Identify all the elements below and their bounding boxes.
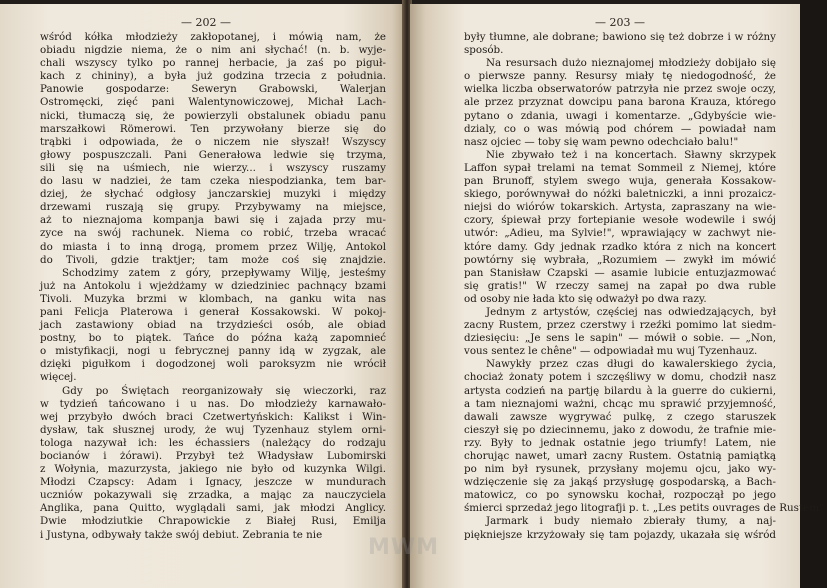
text-line: już na Antokolu i wjeżdżamy w dziedziniec pachnący bzami [40,279,386,292]
right-page [410,4,827,588]
text-line: Schodzimy zatem z góry, przepływamy Wilję, jesteśmy [62,266,386,279]
page-number-right: — 203 — [595,16,645,29]
text-line: ale przez przyznat dowcipu pana barona Krauza, którego [464,96,776,109]
text-line: wdzięczenie się za jakąś przysługę gospodarską, a Bach- [464,476,776,489]
text-line: zacny Rustem, przez czerstwy i rzeźki pomimo lat siedm- [464,319,776,332]
text-line: pan Brunoff, stylem swego wuja, generała Kossakow- [464,175,776,188]
text-line: więcej. [40,371,77,384]
text-line: wielka liczba obserwatorów patrzyła nie przez swoje oczy, [464,83,776,96]
left-page [0,4,404,588]
text-line: wśród kółka młodzieży zakłopotanej, i mówią nam, że [40,31,386,43]
text-line: pan Stanisław Czapski — asamie lubicie entuzjazmować [464,266,776,279]
text-line: dzialy, co o was mówią pod chórem — powiadał nam [464,122,776,135]
watermark: MWM [368,535,440,560]
text-line: od osoby nie łada kto się odważył po dwa razy. [464,292,707,305]
text-line: w tydzień tańcowano i u nas. Do młodzieży karnawało- [40,397,386,410]
text-line: do Tivoli, gdzie traktjer; tam może coś się znajdzie. [40,253,386,266]
text-line: Panowie gospodarze: Seweryn Grabowski, Walerjan [40,83,386,96]
text-line: vous sentez le chêne" — odpowiadał mu wuj Tyzenhauz. [464,345,758,358]
text-line: zyce na swój rachunek. Niema co robić, trzeba wracać [40,227,386,240]
text-line: o mistyfikacji, nogi u febrycznej panny idą w zygzak, ale [40,345,386,358]
text-line: były tłumne, ale dobrane; bawiono się też dobrze i w różny [464,31,776,43]
text-line: które damy. Gdy jednak rzadko która z nich na koncert [464,240,776,253]
text-line: Jednym z artystów, częściej nas odwiedzających, był [486,305,776,318]
text-line: z Wołynia, mazurzysta, jakiego nie było od kuzynka Wilgi. [40,463,386,476]
text-line: Anglika, pana Quitto, wyglądali sami, jak młodzi Anglicy. [40,502,386,515]
text-line: o pierwsze panny. Resursy miały tę niedogodność, że [464,70,776,83]
text-line: uczniów pokazywali się zrzadka, a mając za nauczyciela [40,489,386,502]
text-line: dziesięciu: „Je sens le sapin" — mówił o sobie. — „Non, [464,332,776,345]
text-line: piękniejsze krzyżowały się tam pojazdy, ukazała się wśród [464,528,776,541]
text-line: do lasu w nadziei, że tam czeka niespodzianka, tem bar- [40,175,386,188]
text-line: marszałkowi Römerowi. Ten przywołany bierze się do [40,122,386,135]
text-line: dawali zawsze wygrywać pulkę, z czego staruszek [464,410,776,423]
text-line: tologa nazywał ich: les échassiers (należący do rodzaju [40,436,386,449]
text-line: artysta codzień na partję bilardu à la guerre do cukierni, [464,384,776,397]
text-line: matowicz, co po synowsku kochał, rozpoczął po jego [464,489,776,502]
page-number-left: — 202 — [181,16,231,29]
text-line: pani Felicja Platerowa i generał Kossakowski. W pokoj- [40,305,386,318]
text-line: chociaż żonaty potem i szczęśliwy w domu, chodził nasz [464,371,776,384]
text-line: trąbki i odpowiada, że o niczem nie słyszał! Wszyscy [40,135,386,148]
text-line: wej przybyło dwóch braci Czetwertyńskich: Kalikst i Win- [40,410,386,423]
text-line: kach z chininy), a była już godzina trzecia z południa. [40,70,386,83]
text-line: sposób. [464,44,504,57]
text-line: Dwie młodziutkie Chrapowickie z Białej Rusi, Emilja [40,515,386,528]
text-line: Ostromęcki, zięć pani Walentynowiczowej, Michał Lach- [40,96,386,109]
text-line: Laffon sypał trelami na temat Sommeil z Niemej, które [464,161,776,174]
text-line: i Justyna, odbywały także swój debiut. Zebrania te nie [40,528,323,541]
text-line: dzięki pigułkom i dogodzonej woli paroksyzm nie wrócił [40,358,386,371]
text-line: nasz ojciec — toby się wam pewno odechciało balu!" [464,135,739,148]
text-line: Jarmark i budy niemało zbierały tłumy, a naj- [486,515,776,528]
text-line: powtórny się wybrała, „Rozumiem — zwykł im mówić [464,253,776,266]
text-line: Nawykły przez czas długi do kawalerskiego życia, [486,358,776,371]
text-line: rzy. Były to jednak ostatnie jego triumfy! Latem, nie [464,436,776,449]
text-line: głowy pospuszczali. Pani Generałowa ledwie się trzyma, [40,148,386,161]
text-line: obiadu nigdzie niema, że o nim ani słychać! (n. b. wyje- [40,44,386,57]
text-line: chali wszyscy tylko po rannej herbacie, ja zaś po piguł- [40,57,386,70]
text-line: do miasta i to inną drogą, promem przez Wilję, Antokol [40,240,386,253]
text-line: Tivoli. Muzyka brzmi w klombach, na ganku wita nas [40,292,386,305]
left-page-text [40,31,386,542]
text-line: Gdy po Świętach reorganizowały się wieczorki, raz [62,384,386,397]
text-line: cieszył się po dziecinnemu, jako z dowodu, że trafnie mie- [464,423,776,436]
text-line: skiego, porównywał do nóżki baletniczki, a inni prozaicz- [464,188,776,201]
text-line: dysław, tak słusznej urody, że wuj Tyzenhauz stylem orni- [40,423,386,436]
text-line: Na resursach dużo nieznajomej młodzieży dobijało się [486,57,776,70]
text-line: postny, bo to piątek. Tańce do późna każą zapomnieć [40,332,386,345]
text-line: niejsi do wiórów tokarskich. Artysta, zapraszany na wie- [464,201,776,214]
text-line: a tam nieznajomi ważni, chcąc mu sprawić przyjemność, [464,397,776,410]
text-line: pytano o zdania, uwagi i komentarze. „Gdybyście wie- [464,109,776,122]
text-line: Młodzi Czapscy: Adam i Ignacy, jeszcze w mundurach [40,476,386,489]
text-line: się gratis!" W rzeczy samej na zapał po dwa ruble [464,279,776,292]
text-line: nicki, tłumaczą się, że powierzyli obstalunek obiadu panu [40,109,386,122]
text-line: bocianów i żórawi). Przybył też Władysław Lubomirski [40,450,386,462]
text-line: sili się na uśmiech, nie wierzy... i wszyscy ruszamy [40,161,386,174]
text-line: po nim był rysunek, przysłany mojemu ojcu, jako wy- [464,463,776,476]
text-line: dziej, że słychać odgłosy janczarskiej muzyki i między [40,188,386,201]
text-line: utwór: „Adieu, ma Sylvie!", wprawiający w zachwyt nie- [464,227,776,240]
text-line: śmierci sprzedaż jego litografji p. t. „Les petits ouvrages de Rustem". [464,502,827,515]
text-line: czory, śpiewał przy fortepianie wesołe wodewile i swój [464,214,776,227]
text-line: aż to nieznajoma kompanja bawi się i zajada przy mu- [40,214,386,227]
text-line: drzewami ruszają się grupy. Przybywamy na miejsce, [40,201,386,214]
text-line: jach zastawiony obiad na trzydzieści osób, ale obiad [40,319,386,332]
right-page-text [464,31,827,542]
text-line: chorując nawet, umarł zacny Rustem. Ostatnią pamiątką [464,450,776,462]
text-line: Nie zbywało też i na koncertach. Sławny skrzypek [486,148,776,161]
